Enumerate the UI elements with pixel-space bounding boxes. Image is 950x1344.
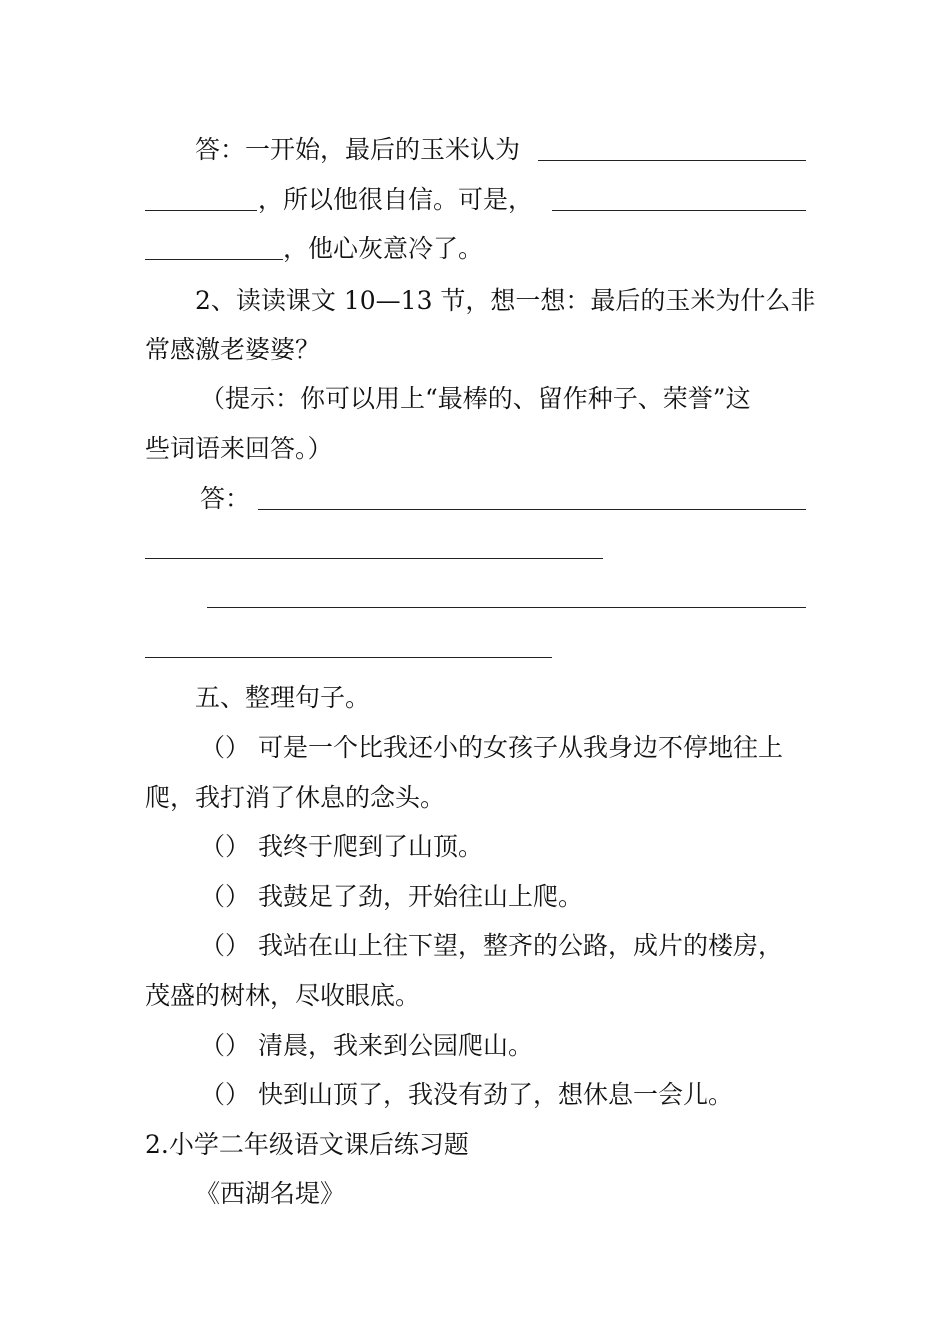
q2-hint-line-2: 些词语来回答。） [145, 434, 333, 463]
q1-blank-3[interactable] [552, 210, 806, 211]
q1-answer-text-2: ，所以他很自信。可是， [258, 185, 534, 214]
q1-blank-1[interactable] [538, 160, 806, 161]
q1-answer-line-3 [283, 234, 483, 264]
order-bracket[interactable]: （） [200, 733, 251, 762]
q1-answer-line-1 [195, 135, 520, 165]
q2-question-line-1: 2、读读课文 10—13 节，想一想：最后的玉米为什么非 [195, 286, 816, 315]
q2-answer-blank-4[interactable] [145, 657, 552, 658]
sentence-item-1 [200, 733, 783, 763]
q2-question-line-2: 常感激老婆婆？ [145, 335, 321, 364]
sentence-item-6 [200, 1080, 733, 1110]
q1-answer-text-3: ，他心灰意冷了。 [283, 234, 484, 263]
sentence-item-4 [200, 931, 783, 961]
q2-answer-blank-2[interactable] [145, 558, 603, 559]
q1-answer-text-1: 一开始，最后的玉米认为 [245, 135, 521, 164]
q2-answer-blank-3[interactable] [207, 607, 806, 608]
sentence-item-3 [200, 882, 583, 912]
sentence-item-4-cont: 茂盛的树林，尽收眼底。 [145, 981, 421, 1010]
q1-blank-2[interactable] [145, 210, 257, 211]
sentence-item-5 [200, 1031, 533, 1061]
sentence-item-2 [200, 832, 483, 862]
q1-answer-label: 答： [195, 135, 246, 164]
order-bracket[interactable]: （） [200, 882, 251, 911]
sentence-text: 清晨，我来到公园爬山。 [257, 1031, 533, 1060]
sentence-item-1-cont: 爬，我打消了休息的念头。 [145, 783, 446, 812]
order-bracket[interactable]: （） [200, 1031, 251, 1060]
section2-subtitle: 《西湖名堤》 [195, 1179, 346, 1208]
q1-blank-4[interactable] [145, 259, 283, 260]
q2-answer-blank-1[interactable] [258, 509, 806, 510]
q1-answer-line-2 [258, 185, 533, 215]
sentence-text: 可是一个比我还小的女孩子从我身边不停地往上 [257, 733, 783, 762]
sentence-text: 我站在山上往下望，整齐的公路，成片的楼房， [257, 931, 783, 960]
sentence-text: 快到山顶了，我没有劲了，想休息一会儿。 [257, 1080, 733, 1109]
q2-answer-label: 答： [200, 484, 251, 513]
q2-hint-line-1: （提示：你可以用上“最棒的、留作种子、荣誉”这 [200, 384, 751, 413]
order-bracket[interactable]: （） [200, 931, 251, 960]
sentence-text: 我鼓足了劲，开始往山上爬。 [257, 882, 583, 911]
section2-heading: 2.小学二年级语文课后练习题 [145, 1130, 469, 1159]
section5-heading: 五、整理句子。 [195, 683, 371, 712]
sentence-text: 我终于爬到了山顶。 [257, 832, 483, 861]
order-bracket[interactable]: （） [200, 832, 251, 861]
order-bracket[interactable]: （） [200, 1080, 251, 1109]
